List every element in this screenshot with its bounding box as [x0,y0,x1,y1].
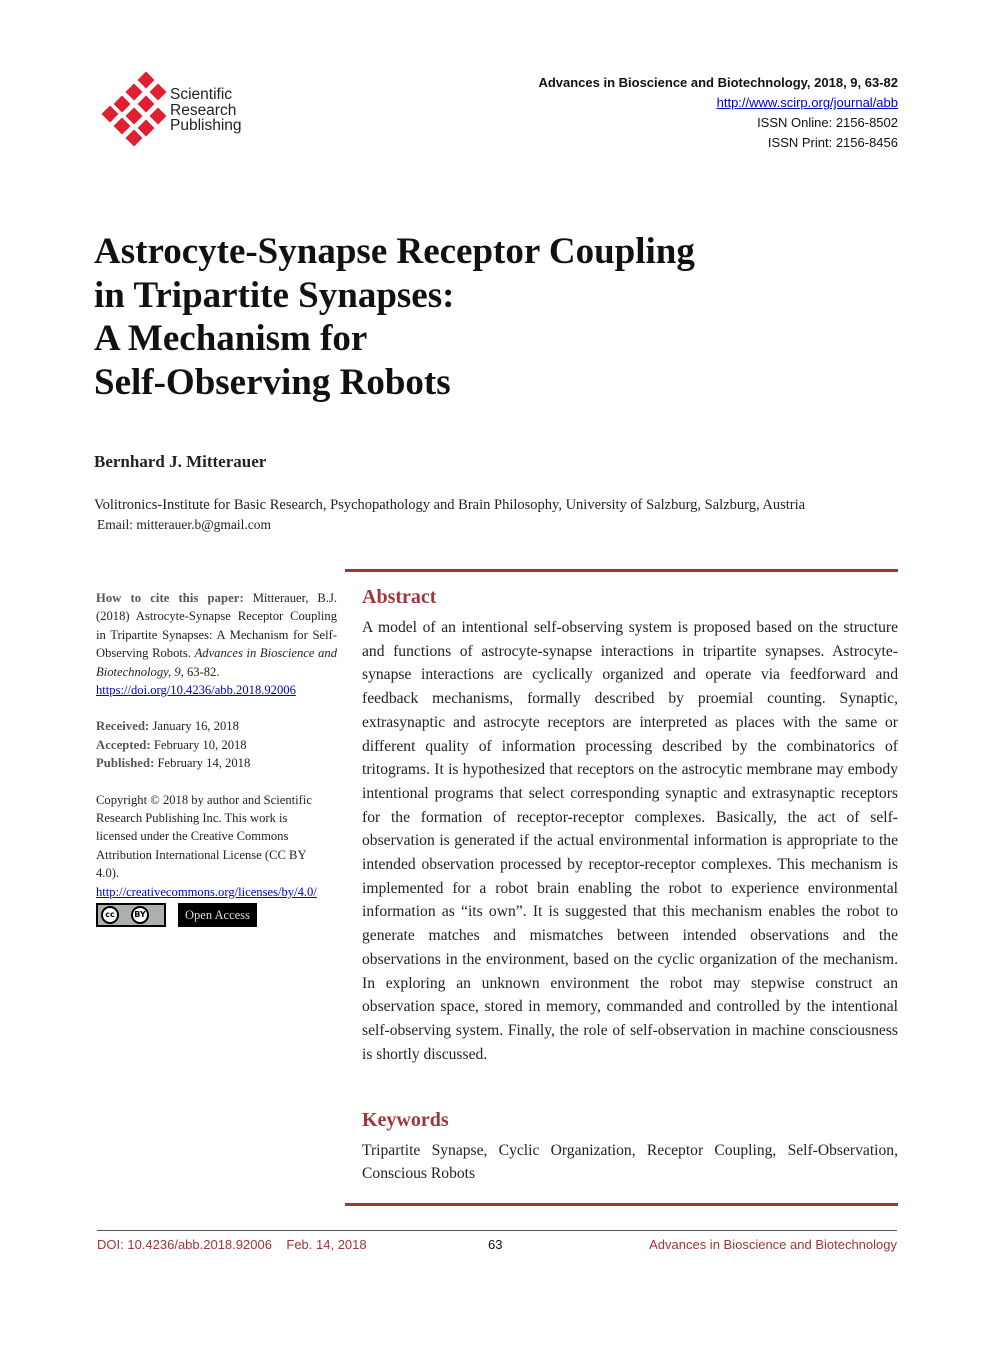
keywords-heading: Keywords [362,1109,449,1131]
published-date: February 14, 2018 [154,756,251,771]
abstract-section [362,586,898,1066]
journal-url-link[interactable]: http://www.scirp.org/journal/abb [716,95,898,110]
issn-online: ISSN Online: 2156-8502 [757,115,898,130]
accepted-date: February 10, 2018 [150,737,247,752]
issn-print: ISSN Print: 2156-8456 [767,135,898,150]
abstract-top-rule [345,569,898,572]
by-icon: BY [131,906,149,924]
title-line: A Mechanism for [94,318,368,359]
cite-volume: , 9 [168,664,181,679]
license-badges [96,903,337,927]
author-email: Email: mitterauer.b@gmail.com [97,517,272,532]
cc-by-badge[interactable] [96,903,166,927]
dates [96,717,337,772]
footer-journal: Advances in Bioscience and Biotechnology [649,1237,897,1252]
footer-date: Feb. 14, 2018 [286,1237,367,1252]
title-line: Self-Observing Robots [94,361,451,403]
page-number: 63 [488,1237,503,1252]
author-name: Bernhard J. Mitterauer [94,452,267,471]
cite-pages: , 63-82. [180,664,220,679]
publisher-name [170,87,242,134]
cc-icon: cc [101,906,119,924]
keywords-text: Tripartite Synapse, Cyclic Organization, Receptor Coupling, Self-Observation, Conscious Robots [362,1142,898,1183]
cite-text: Mitterauer, B.J. (2018) Astrocyte-Synapse Receptor Coupling in Tripartite Synapses: A Mechanism for Self-Observing Robots. [96,591,337,661]
doi-link[interactable]: https://doi.org/10.4236/abb.2018.92006 [96,683,296,698]
sidebar-info [96,589,337,927]
cite-journal: Advances in Bioscience and Biotechnology [96,646,337,679]
footer-doi: DOI: 10.4236/abb.2018.92006 [97,1237,272,1252]
keywords-section [362,1109,898,1185]
published-label: Published: [96,756,155,771]
journal-citation: Advances in Bioscience and Biotechnology, 2018, 9, 63-82 [538,75,898,90]
received-label: Received: [96,719,150,734]
paper-title [94,230,854,404]
journal-header [538,73,898,153]
abstract-text: A model of an intentional self-observing system is proposed based on the structure and functions of astrocyte-synapse interactions in tripartite synapses. Astrocyte-synapse interactions are cyclically organized and operate via feedforward and feedback mechanisms, formally described by proemial counting. Synaptic, extrasynaptic and astrocyte receptors are interpreted as places with the same or different quality of information processing described by the combinatorics of tritograms. It is hypothesized that receptors on the astrocytic membrane may embody intentional programs that select corresponding synaptic and extrasynaptic receptors for the formation of receptor-receptor complexes. Basically, the act of self-observation is generated if the actual environmental information is appropriate to the intended observation processed by receptor-receptor complexes. This mechanism is implemented for a robot brain enabling the robot to experience environmental information as “its own”. It is suggested that this mechanism enables the robot to generate matches and mismatches between intended observations and the observations in the environment, based on the cyclic organization of the mechanism. In exploring an unknown environment the robot may stepwise construct an observation space, stored in memory, commanded and controlled by the intentional self-observing system. Finally, the role of self-observation in machine consciousness is shortly discussed. [362,619,898,1063]
abstract-heading: Abstract [362,586,437,608]
received-date: January 16, 2018 [149,719,239,734]
citation [96,589,337,699]
logo-line: Scientific [170,86,233,103]
footer-divider [97,1230,897,1231]
abstract-bottom-rule [345,1203,898,1206]
cite-label: How to cite this paper: [96,591,244,605]
logo-line: Publishing [170,117,242,134]
affiliation: Volitronics-Institute for Basic Research, Psychopathology and Brain Philosophy, University of Salzburg, Salzburg, Austria [94,497,806,513]
open-access-badge: Open Access [178,903,257,927]
page-footer [97,1237,897,1252]
accepted-label: Accepted: [96,737,151,752]
title-line: in Tripartite Synapses: [94,274,455,316]
logo-line: Research [170,101,237,119]
copyright-notice: Copyright © 2018 by author and Scientific Research Publishing Inc. This work is licensed under the Creative Commons Attribution International License (CC BY 4.0). [96,792,312,881]
title-line: Astrocyte-Synapse Receptor Coupling [94,231,695,272]
license-link[interactable]: http://creativecommons.org/licenses/by/4.0/ [96,884,317,899]
